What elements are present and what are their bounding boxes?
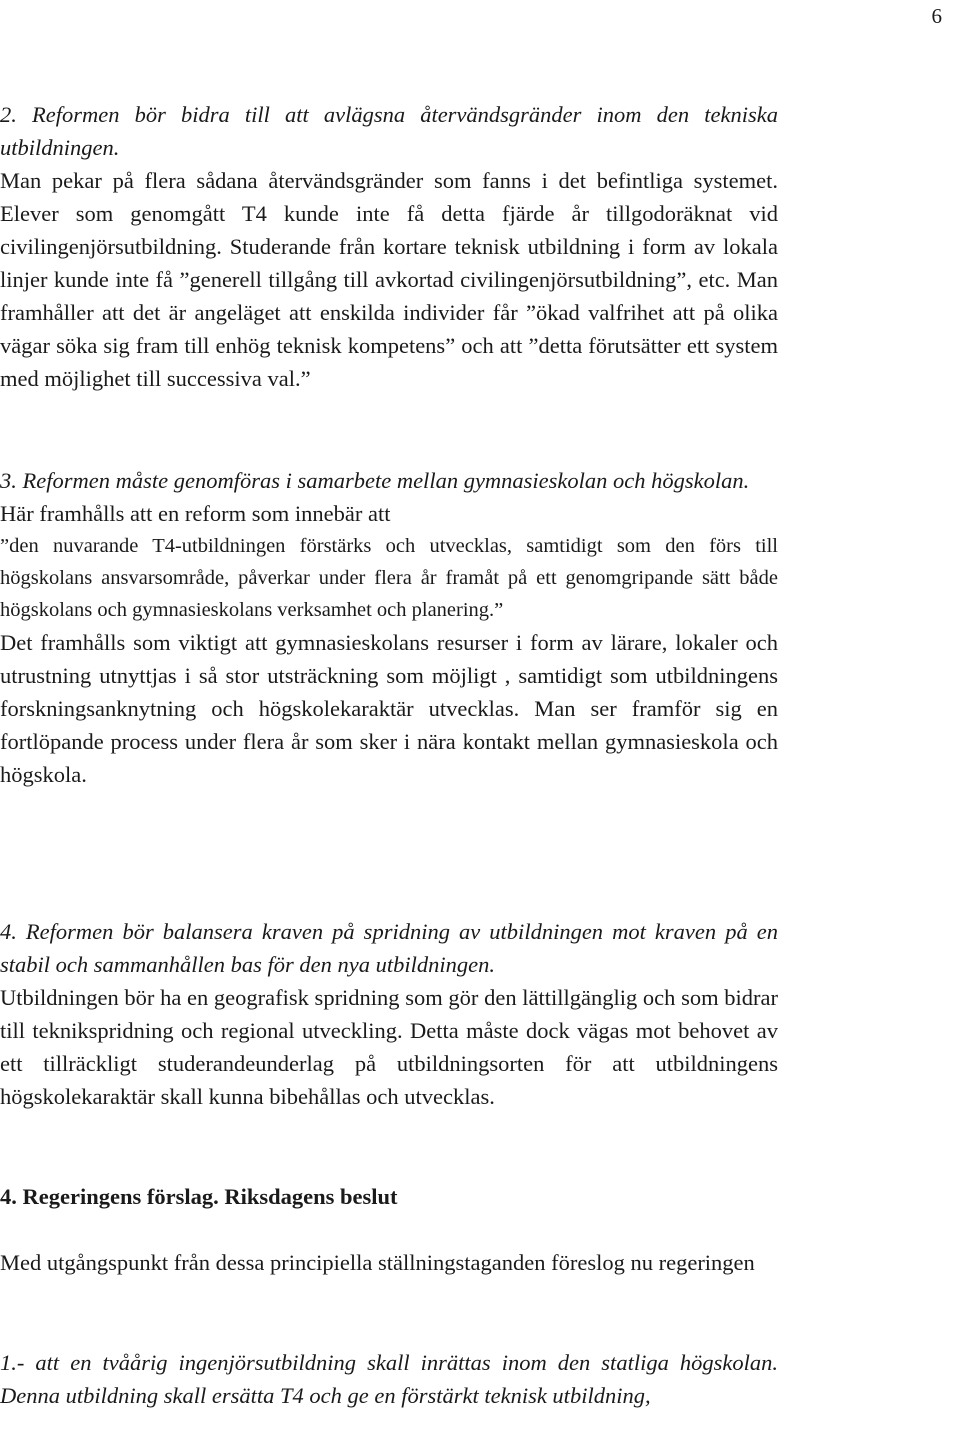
section-heading-4: 4. Regeringens förslag. Riksdagens beslut <box>0 1184 398 1209</box>
section-3-quote: ”den nuvarande T4-utbildningen förstärks och utvecklas, samtidigt som den förs till högskolans ansvarsområde, påverkar under flera år framåt på ett genomgripande sätt både högskolans och gymnasieskolans verksamhet och planering.” <box>0 535 778 621</box>
page-number: 6 <box>931 4 942 28</box>
section-3 <box>0 464 778 791</box>
section-2-heading: 2. Reformen bör bidra till att avlägsna återvändsgränder inom den tekniska utbildningen. <box>0 102 778 160</box>
section-4-principle-body: Utbildningen bör ha en geografisk spridning som gör den lättillgänglig och som bidrar till teknikspridning och regional utveckling. Detta måste dock vägas mot behovet av ett tillräckligt studerandeunderlag på utbildningsorten för att utbildningens högskolekaraktär skall kunna bibehållas och utvecklas. <box>0 985 778 1109</box>
section-3-body: Det framhålls som viktigt att gymnasieskolans resurser i form av lärare, lokaler och utrustning utnyttjas i så stor utsträckning som möjligt , samtidigt som utbildningens forskningsanknytning och högskolekaraktär utvecklas. Man ser framför sig en fortlöpande process under flera år som sker i nära kontakt mellan gymnasieskola och högskola. <box>0 630 778 787</box>
section-2 <box>0 98 778 395</box>
section-4-intro: Med utgångspunkt från dessa principiella ställningstaganden föreslog nu regeringen <box>0 1250 755 1275</box>
section-3-intro: Här framhålls att en reform som innebär att <box>0 501 391 526</box>
section-4-item-1: 1.- att en tvåårig ingenjörsutbildning skall inrättas inom den statliga högskolan. Denna utbildning skall ersätta T4 och ge en förstärkt teknisk utbildning, <box>0 1350 778 1408</box>
section-2-body: Man pekar på flera sådana återvändsgränder som fanns i det befintliga systemet. Elever som genomgått T4 kunde inte få detta fjärde år tillgodoräknat vid civilingenjörsutbildning. Studerande från kortare teknisk utbildning i form av lokala linjer kunde inte få ”generell tillgång till avkortad civilingenjörsutbildning”, etc. Man framhåller att det är angeläget att enskilda individer får ”ökad valfrihet att på olika vägar söka sig fram till enhög teknisk kompetens” och att ”detta förutsätter ett system med möjlighet till successiva val.” <box>0 168 778 391</box>
section-3-heading: 3. Reformen måste genomföras i samarbete mellan gymnasieskolan och högskolan. <box>0 468 750 493</box>
section-4-principle-heading: 4. Reformen bör balansera kraven på spridning av utbildningen mot kraven på en stabil och sammanhållen bas för den nya utbildningen. <box>0 919 778 977</box>
section-4-principle <box>0 915 778 1113</box>
